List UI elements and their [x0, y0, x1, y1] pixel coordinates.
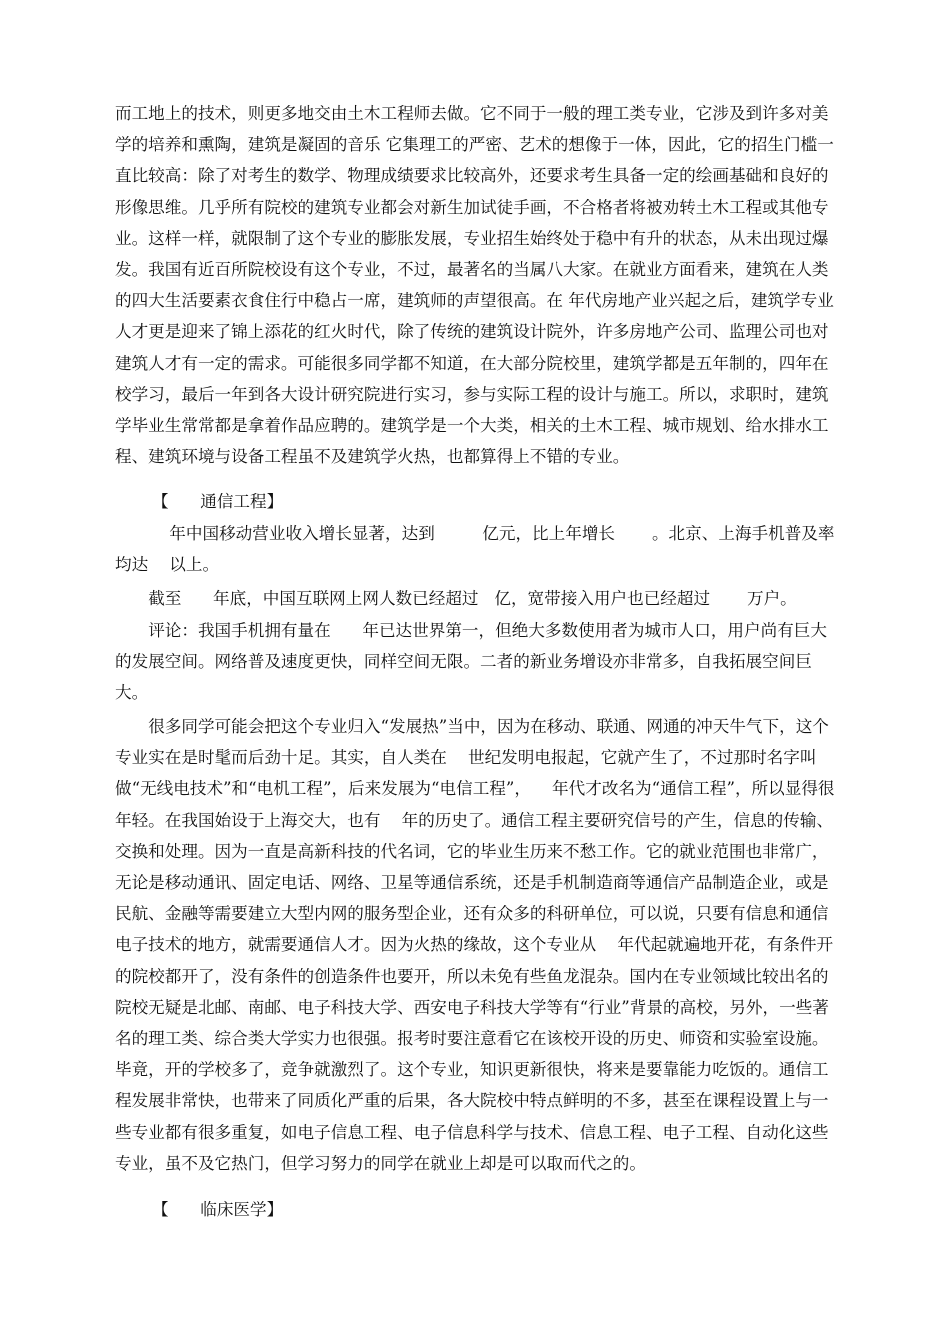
paragraph-internet-users: 截至 年底，中国互联网上网人数已经超过 亿，宽带接入用户也已经超过 万户。: [148, 589, 797, 608]
paragraph-telecom-major: 很多同学可能会把这个专业归入“发展热”当中，因为在移动、联通、网通的冲天牛气下，这个专业实在是时髦而后劲十足。其实，自人类在 世纪发明电报起，它就产生了，不过那时名字叫做“无线电技术”和“电机工程”，后来发展为“电信工程”， 年代才改名为“通信工程”，所以显得很年轻。在我国始设于上海交大，也有 年的历史了。通信工程主要研究信号的产生，信息的传输、交换和处理。因为一直是高新科技的代名词，它的毕业生历来不愁工作。它的就业范围也非常广，无论是移动通讯、固定电话、网络、卫星等通信系统，还是手机制造商等通信产品制造企业，或是民航、金融等需要建立大型内网的服务型企业，还有众多的科研单位，可以说，只要有信息和通信电子技术的地方，就需要通信人才。因为火热的缘故，这个专业从 年代起就遍地开花，有条件开的院校都开了，没有条件的创造条件也要开，所以未免有些鱼龙混杂。国内在专业领域比较出名的院校无疑是北邮、南邮、电子科技大学、西安电子科技大学等有“行业”背景的高校，另外，一些著名的理工类、综合类大学实力也很强。报考时要注意看它在该校开设的历史、师资和实验室设施。毕竟，开的学校多了，竞争就激烈了。这个专业，知识更新很快，将来是要靠能力吃饭的。通信工程发展非常快，也带来了同质化严重的后果，各大院校中特点鲜明的不多，甚至在课程设置上与一些专业都有很多重复，如电子信息工程、电子信息科学与技术、信息工程、电子工程、自动化这些专业，虽不及它热门，但学习努力的同学在就业上却是可以取而代之的。: [115, 717, 835, 1173]
paragraph-commentary: 评论：我国手机拥有量在 年已达世界第一，但绝大多数使用者为城市人口，用户尚有巨大的发展空间。网络普及速度更快，同样空间无限。二者的新业务增设亦非常多，自我拓展空间巨大。: [115, 621, 827, 703]
section-heading-telecom: 【 通信工程】: [152, 492, 284, 511]
paragraph-mobile-revenue: 年中国移动营业收入增长显著，达到 亿元，比上年增长 。北京、上海手机普及率均达 以上。: [115, 524, 835, 575]
paragraph-architecture: 而工地上的技术，则更多地交由土木工程师去做。它不同于一般的理工类专业，它涉及到许多对美学的培养和熏陶，建筑是凝固的音乐 它集理工的严密、艺术的想像于一体，因此，它的招生门槛一直比较高：除了对考生的数学、物理成绩要求比较高外，还要求考生具备一定的绘画基础和良好的形像思维。几乎所有院校的建筑专业都会对新生加试徒手画，不合格者将被劝转土木工程或其他专业。这样一样，就限制了这个专业的膨胀发展，专业招生始终处于稳中有升的状态，从未出现过爆发。我国有近百所院校设有这个专业，不过，最著名的当属八大家。在就业方面看来，建筑在人类的四大生活要素衣食住行中稳占一席，建筑师的声望很高。在 年代房地产业兴起之后，建筑学专业人才更是迎来了锦上添花的红火时代，除了传统的建筑设计院外，许多房地产公司、监理公司也对建筑人才有一定的需求。可能很多同学都不知道，在大部分院校里，建筑学都是五年制的，四年在校学习，最后一年到各大设计研究院进行实习，参与实际工程的设计与施工。所以，求职时，建筑学毕业生常常都是拿着作品应聘的。建筑学是一个大类，相关的土木工程、城市规划、给水排水工程、建筑环境与设备工程虽不及建筑学火热，也都算得上不错的专业。: [115, 104, 834, 467]
section-heading-clinical: 【 临床医学】: [152, 1200, 284, 1219]
